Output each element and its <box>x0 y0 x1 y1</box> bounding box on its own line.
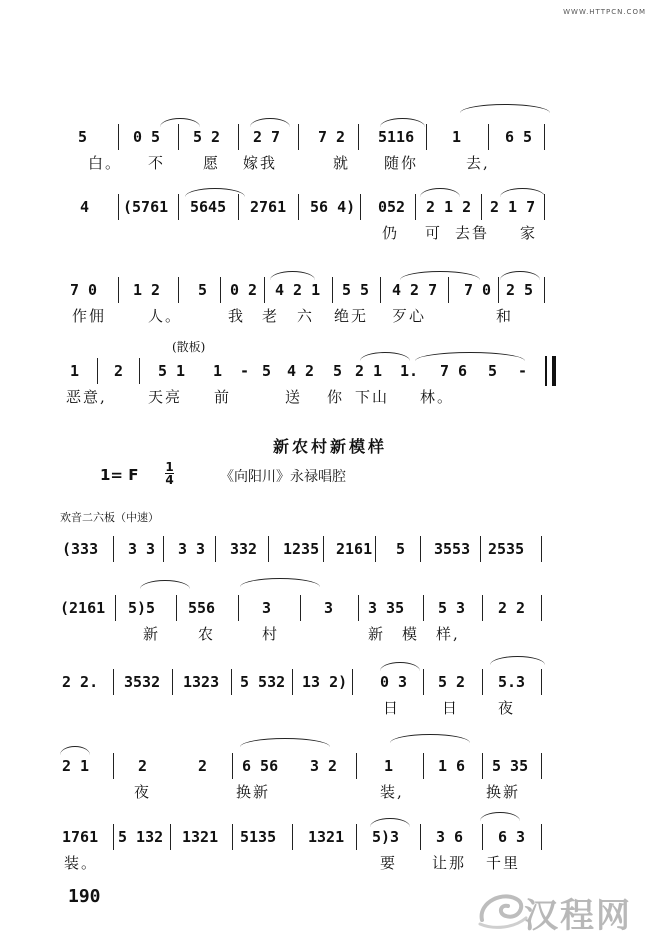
barline <box>172 669 173 695</box>
page-number: 190 <box>68 886 101 907</box>
barline <box>356 753 357 779</box>
note-group: 1 <box>384 757 394 775</box>
barline <box>488 124 489 150</box>
lyric-text: 人。 <box>148 307 183 325</box>
note-group: 5 <box>333 362 343 380</box>
barline <box>113 669 114 695</box>
slur-mark <box>240 738 330 747</box>
note-group: 3 35 <box>368 599 405 617</box>
barline <box>215 536 216 562</box>
note-group: 5 2 <box>438 673 466 691</box>
barline <box>178 124 179 150</box>
meter-top: 1 <box>165 460 174 474</box>
note-group: 5 3 <box>438 599 466 617</box>
final-barline <box>545 356 547 386</box>
lyric-text: 农 <box>198 625 216 643</box>
lyrics-row <box>0 564 660 586</box>
lyric-text: 天亮 <box>148 388 183 406</box>
slur-mark <box>60 746 90 755</box>
barline <box>232 753 233 779</box>
barline <box>323 536 324 562</box>
barline <box>541 595 542 621</box>
note-group: 2 5 <box>506 281 534 299</box>
note-group: 5 <box>198 281 208 299</box>
notation-row <box>0 671 660 695</box>
slur-mark <box>370 818 410 827</box>
barline <box>113 753 114 779</box>
barline <box>544 277 545 303</box>
note-group: 4 2 1 <box>275 281 321 299</box>
note-group: 2 1 <box>62 757 90 775</box>
note-group: 6 5 <box>505 128 533 146</box>
note-group: 3532 <box>124 673 161 691</box>
lyric-text: 和 <box>496 307 514 325</box>
note-group: 5 2 <box>193 128 221 146</box>
note-group: 5)3 <box>372 828 400 846</box>
note-group: 0 3 <box>380 673 408 691</box>
slur-mark <box>390 734 470 743</box>
lyric-text: 夜 <box>134 783 152 801</box>
note-group: 2 1 <box>355 362 383 380</box>
barline <box>298 194 299 220</box>
slur-mark <box>490 656 545 665</box>
barline <box>292 669 293 695</box>
barline <box>482 753 483 779</box>
barline <box>118 194 119 220</box>
notation-row <box>0 360 660 384</box>
slur-mark <box>480 812 520 821</box>
lyrics-row <box>0 152 660 174</box>
note-group: 3 3 <box>178 540 206 558</box>
note-group: 3 6 <box>436 828 464 846</box>
barline <box>481 194 482 220</box>
barline <box>358 124 359 150</box>
lyric-text: 六 <box>297 307 315 325</box>
slur-mark <box>500 188 545 197</box>
slur-mark <box>415 352 525 361</box>
note-group: - <box>240 362 250 380</box>
note-group: 332 <box>230 540 258 558</box>
barline <box>178 194 179 220</box>
note-group: 4 <box>80 198 90 216</box>
barline <box>360 194 361 220</box>
lyric-text: 模 <box>402 625 420 643</box>
barline <box>423 753 424 779</box>
lyric-text: 歹心 <box>392 307 427 325</box>
lyric-text: 下山 <box>355 388 390 406</box>
note-group: 4 2 7 <box>392 281 438 299</box>
slur-mark <box>360 352 410 361</box>
note-group: 5 532 <box>240 673 286 691</box>
lyric-text: 不 <box>148 154 166 172</box>
note-group: 3 2 <box>310 757 338 775</box>
barline <box>415 194 416 220</box>
barline <box>423 595 424 621</box>
barline <box>220 277 221 303</box>
note-group: 7 0 <box>464 281 492 299</box>
barline <box>170 824 171 850</box>
note-group: - <box>518 362 528 380</box>
lyric-text: 村 <box>262 625 280 643</box>
song-subtitle: 《向阳川》永禄唱腔 <box>220 469 346 485</box>
note-group: 13 2) <box>302 673 348 691</box>
lyric-text: 可 <box>425 224 443 242</box>
barline <box>176 595 177 621</box>
tempo-marking: 欢音二六板（中速） <box>60 511 159 524</box>
lyric-text: 作佣 <box>72 307 107 325</box>
time-signature <box>165 461 174 486</box>
barline <box>238 124 239 150</box>
note-group: 1761 <box>62 828 99 846</box>
watermark-logo <box>474 884 644 936</box>
lyric-text: 要 <box>380 854 398 872</box>
lyrics-row <box>0 305 660 327</box>
lyric-text: 新 <box>368 625 386 643</box>
note-group: 2 <box>198 757 208 775</box>
note-group: 2 1 2 <box>426 198 472 216</box>
note-group: (333 <box>62 540 99 558</box>
meter-bottom: 4 <box>165 473 174 487</box>
lyric-text: 日 <box>442 699 460 717</box>
barline <box>264 277 265 303</box>
note-group: 5 <box>262 362 272 380</box>
key-signature: 1= F <box>100 466 139 484</box>
note-group: 1 6 <box>438 757 466 775</box>
note-group: 1235 <box>283 540 320 558</box>
note-group: 2535 <box>488 540 525 558</box>
notation-row <box>0 826 660 850</box>
notation-row <box>0 755 660 779</box>
note-group: 2 2. <box>62 673 99 691</box>
note-group: 2 7 <box>253 128 281 146</box>
lyric-text: 装, <box>380 783 404 801</box>
lyric-text: 千里 <box>486 854 521 872</box>
lyric-text: 去, <box>466 154 490 172</box>
note-group: 3 3 <box>128 540 156 558</box>
notation-row <box>0 126 660 150</box>
note-group: 5135 <box>240 828 277 846</box>
note-group: 6 56 <box>242 757 279 775</box>
barline <box>115 595 116 621</box>
lyrics-row <box>0 386 660 408</box>
barline <box>97 358 98 384</box>
notation-row <box>0 196 660 220</box>
barline <box>541 536 542 562</box>
note-group: 1321 <box>308 828 345 846</box>
note-group: 1. <box>400 362 419 380</box>
note-group: 1 <box>213 362 223 380</box>
note-group: 052 <box>378 198 406 216</box>
lyric-text: 换新 <box>486 783 521 801</box>
note-group: 56 4) <box>310 198 356 216</box>
barline <box>139 358 140 384</box>
barline <box>544 194 545 220</box>
lyric-text: 随你 <box>384 154 419 172</box>
note-group: 7 6 <box>440 362 468 380</box>
slur-mark <box>420 188 460 197</box>
barline <box>358 595 359 621</box>
note-group: 1321 <box>182 828 219 846</box>
barline <box>178 277 179 303</box>
note-group: 3 <box>324 599 334 617</box>
barline <box>298 124 299 150</box>
note-group: 3553 <box>434 540 471 558</box>
note-group: 5 <box>78 128 88 146</box>
note-group: 2761 <box>250 198 287 216</box>
barline <box>356 824 357 850</box>
lyrics-row <box>0 623 660 645</box>
final-barline-thick <box>552 356 556 386</box>
site-url: WWW.HTTPCN.COM <box>563 8 646 16</box>
barline <box>238 595 239 621</box>
barline <box>300 595 301 621</box>
note-group: 5 5 <box>342 281 370 299</box>
lyrics-row <box>0 222 660 244</box>
lyric-text: 日 <box>383 699 401 717</box>
barline <box>352 669 353 695</box>
lyric-text: 白。 <box>88 154 123 172</box>
note-group: (2161 <box>60 599 106 617</box>
barline <box>420 824 421 850</box>
note-group: 1323 <box>183 673 220 691</box>
barline <box>113 536 114 562</box>
note-group: 5 132 <box>118 828 164 846</box>
watermark-text: 汉程网 <box>524 896 632 936</box>
note-group: 0 2 <box>230 281 258 299</box>
lyric-text: 嫁我 <box>243 154 278 172</box>
barline <box>544 124 545 150</box>
barline <box>541 669 542 695</box>
barline <box>541 824 542 850</box>
lyric-text: 装。 <box>64 854 99 872</box>
lyric-text: 夜 <box>498 699 516 717</box>
barline <box>232 824 233 850</box>
notation-row <box>0 538 660 562</box>
lyric-text: 就 <box>333 154 351 172</box>
notation-row <box>0 279 660 303</box>
slur-mark <box>270 271 315 280</box>
song-title: 新农村新模样 <box>272 437 387 456</box>
note-group: 5 1 <box>158 362 186 380</box>
note-group: 0 5 <box>133 128 161 146</box>
barline <box>268 536 269 562</box>
lyric-text: 家 <box>520 224 538 242</box>
lyric-text: 老 <box>262 307 280 325</box>
barline <box>420 536 421 562</box>
tempo-marker: (散板) <box>172 340 206 354</box>
barline <box>482 824 483 850</box>
note-group: 5645 <box>190 198 227 216</box>
barline <box>292 824 293 850</box>
note-group: 1 <box>452 128 462 146</box>
lyric-text: 你 <box>327 388 345 406</box>
note-group: 6 3 <box>498 828 526 846</box>
barline <box>238 194 239 220</box>
barline <box>480 536 481 562</box>
note-group: 1 <box>70 362 80 380</box>
lyric-text: 前 <box>214 388 232 406</box>
note-group: 7 0 <box>70 281 98 299</box>
barline <box>231 669 232 695</box>
lyrics-row <box>0 781 660 803</box>
note-group: 2161 <box>336 540 373 558</box>
lyric-text: 换新 <box>236 783 271 801</box>
barline <box>118 277 119 303</box>
note-group: 4 2 <box>287 362 315 380</box>
note-group: 2 1 7 <box>490 198 536 216</box>
slur-mark <box>250 118 290 127</box>
note-group: 5116 <box>378 128 415 146</box>
barline <box>482 595 483 621</box>
swirl-icon <box>474 884 530 932</box>
note-group: (5761 <box>123 198 169 216</box>
barline <box>482 669 483 695</box>
slur-mark <box>380 662 420 671</box>
note-group: 7 2 <box>318 128 346 146</box>
lyric-text: 去鲁 <box>455 224 490 242</box>
lyric-text: 我 <box>228 307 246 325</box>
lyric-text: 林。 <box>420 388 455 406</box>
note-group: 5.3 <box>498 673 526 691</box>
lyric-text: 让那 <box>432 854 467 872</box>
note-group: 3 <box>262 599 272 617</box>
slur-mark <box>500 271 540 280</box>
lyric-text: 愿 <box>203 154 221 172</box>
note-group: 556 <box>188 599 216 617</box>
barline <box>380 277 381 303</box>
slur-mark <box>460 104 550 113</box>
lyric-text: 恶意, <box>66 388 107 406</box>
barline <box>448 277 449 303</box>
lyric-text: 送 <box>285 388 303 406</box>
lyrics-row <box>0 852 660 874</box>
lyric-text: 仍 <box>382 224 400 242</box>
note-group: 5)5 <box>128 599 156 617</box>
note-group: 5 <box>488 362 498 380</box>
barline <box>332 277 333 303</box>
barline <box>118 124 119 150</box>
slur-mark <box>160 118 200 127</box>
notation-row <box>0 597 660 621</box>
barline <box>426 124 427 150</box>
barline <box>163 536 164 562</box>
note-group: 2 <box>114 362 124 380</box>
slur-mark <box>380 118 425 127</box>
barline <box>498 277 499 303</box>
slur-mark <box>185 188 245 197</box>
note-group: 2 2 <box>498 599 526 617</box>
lyric-text: 样, <box>436 625 460 643</box>
note-group: 1 2 <box>133 281 161 299</box>
barline <box>375 536 376 562</box>
lyric-text: 新 <box>143 625 161 643</box>
barline <box>541 753 542 779</box>
barline <box>423 669 424 695</box>
note-group: 2 <box>138 757 148 775</box>
note-group: 5 <box>396 540 406 558</box>
note-group: 5 35 <box>492 757 529 775</box>
lyrics-row <box>0 697 660 719</box>
lyric-text: 绝无 <box>334 307 369 325</box>
barline <box>113 824 114 850</box>
slur-mark <box>400 271 480 280</box>
